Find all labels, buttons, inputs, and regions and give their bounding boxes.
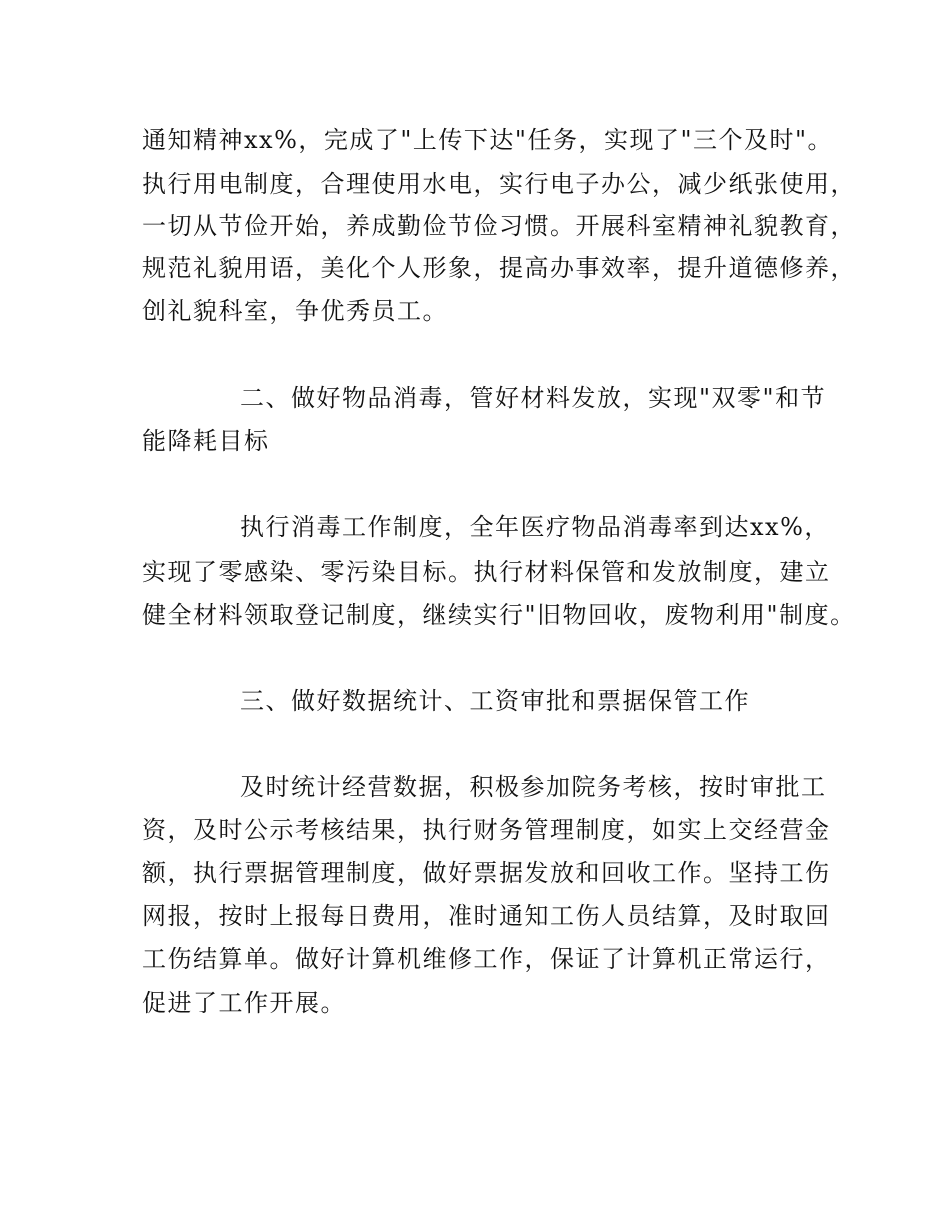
text-line: 创礼貌科室，争优秀员工。 bbox=[142, 297, 448, 325]
text-line: 规范礼貌用语，美化个人形象，提高办事效率，提升道德修养， bbox=[142, 254, 856, 282]
text-line: 健全材料领取登记制度，继续实行"旧物回收，废物利用"制度。 bbox=[142, 601, 856, 629]
text-line: 及时统计经营数据，积极参加院务考核，按时审批工 bbox=[240, 773, 827, 801]
text-line: 网报，按时上报每日费用，准时通知工伤人员结算，及时取回 bbox=[142, 902, 831, 930]
text-line: 执行用电制度，合理使用水电，实行电子办公，减少纸张使用， bbox=[142, 170, 856, 198]
text-line: 工伤结算单。做好计算机维修工作，保证了计算机正常运行， bbox=[142, 945, 831, 973]
text-line: 促进了工作开展。 bbox=[142, 989, 346, 1017]
text-line: 一切从节俭开始，养成勤俭节俭习惯。开展科室精神礼貌教育， bbox=[142, 212, 856, 240]
section-heading-3: 三、做好数据统计、工资审批和票据保管工作 bbox=[240, 687, 750, 715]
section-heading-2: 二、做好物品消毒，管好材料发放，实现"双零"和节 bbox=[240, 384, 827, 412]
section-heading-2-continued: 能降耗目标 bbox=[142, 427, 270, 455]
text-line: 通知精神xx%，完成了"上传下达"任务，实现了"三个及时"。 bbox=[142, 126, 834, 154]
text-line: 额，执行票据管理制度，做好票据发放和回收工作。坚持工伤 bbox=[142, 859, 831, 887]
text-line: 资，及时公示考核结果，执行财务管理制度，如实上交经营金 bbox=[142, 816, 831, 844]
text-line: 实现了零感染、零污染目标。执行材料保管和发放制度，建立 bbox=[142, 558, 831, 586]
text-line: 执行消毒工作制度，全年医疗物品消毒率到达xx%， bbox=[240, 513, 830, 541]
